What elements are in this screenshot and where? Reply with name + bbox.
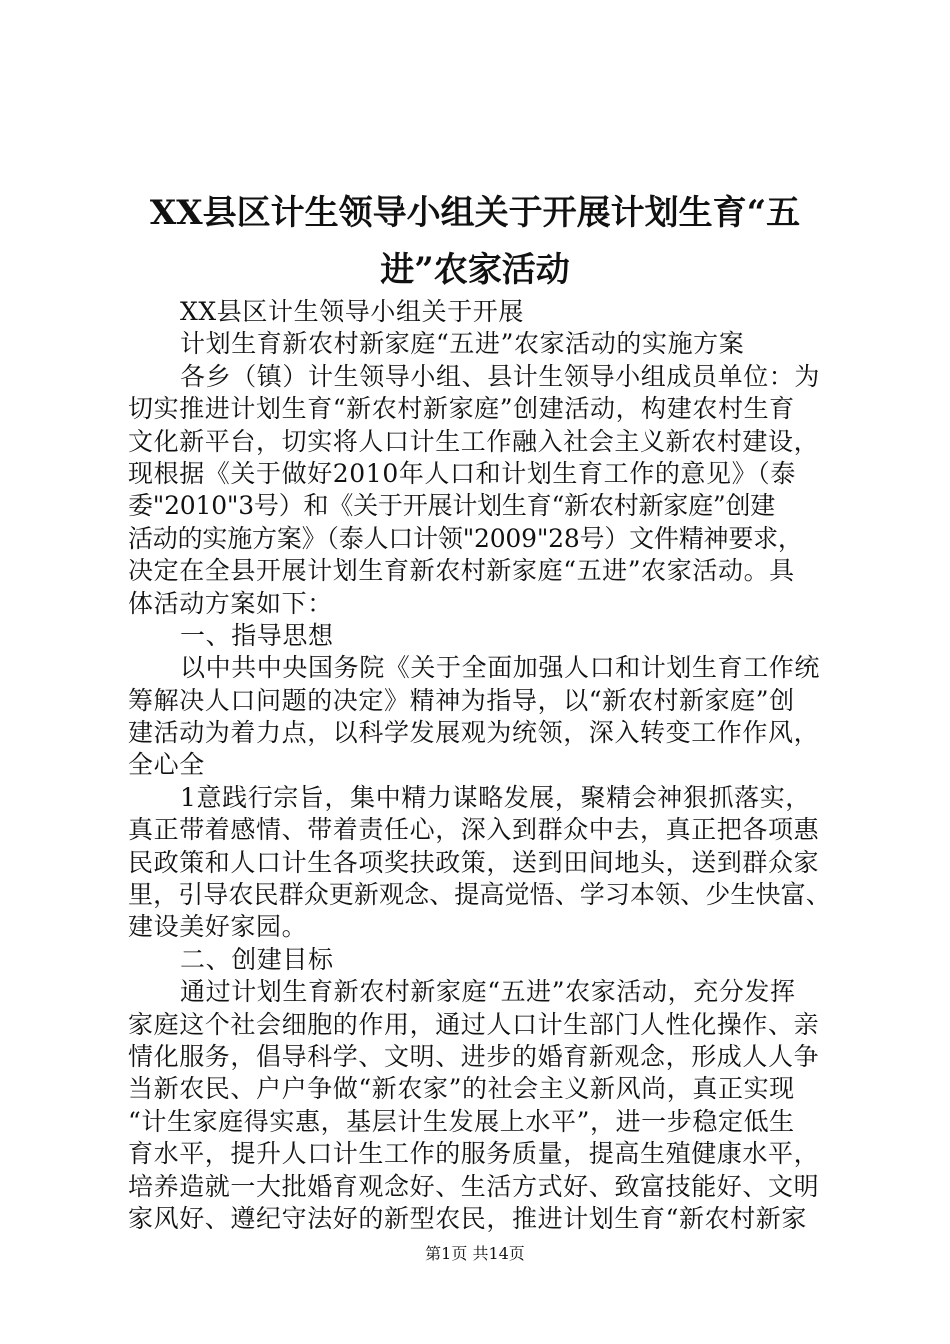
body-text-line: 情化服务，倡导科学、文明、进步的婚育新观念，形成人人争 — [128, 1041, 820, 1071]
body-text-line: 建活动为着力点，以科学发展观为统领，深入转变工作作风， — [128, 718, 820, 748]
body-text-line: 1意践行宗旨，集中精力谋略发展，聚精会神狠抓落实， — [180, 782, 811, 812]
body-text-line: 委"2010"3号）和《关于开展计划生育“新农村新家庭”创建 — [128, 491, 776, 521]
document-title-line-1: XX县区计生领导小组关于开展计划生育“五 — [149, 193, 801, 233]
page-footer: 第1页 共14页 — [425, 1244, 525, 1263]
body-text-line: 文化新平台，切实将人口计生工作融入社会主义新农村建设， — [128, 426, 820, 456]
body-text-line: 家庭这个社会细胞的作用，通过人口计生部门人性化操作、亲 — [128, 1009, 820, 1039]
body-text-line: 二、创建目标 — [180, 944, 334, 974]
body-text-line: 全心全 — [128, 750, 205, 780]
body-text-line: 切实推进计划生育“新农村新家庭”创建活动，构建农村生育 — [128, 394, 795, 424]
body-text-line: 育水平，提升人口计生工作的服务质量，提高生殖健康水平， — [128, 1139, 820, 1169]
body-text-line: “计生家庭得实惠，基层计生发展上水平”，进一步稳定低生 — [128, 1106, 795, 1136]
document-body — [128, 296, 831, 1235]
body-text-line: 活动的实施方案》（泰人口计领"2009"28号）文件精神要求， — [128, 523, 803, 553]
body-text-line: 决定在全县开展计划生育新农村新家庭“五进”农家活动。具 — [128, 556, 795, 586]
body-text-line: 各乡（镇）计生领导小组、县计生领导小组成员单位：为 — [180, 361, 821, 391]
body-text-line: 里，引导农民群众更新观念、提高觉悟、学习本领、少生快富、 — [128, 880, 831, 910]
body-text-line: 以中共中央国务院《关于全面加强人口和计划生育工作统 — [180, 653, 821, 683]
body-text-line: 家风好、遵纪守法好的新型农民，推进计划生育“新农村新家 — [128, 1203, 807, 1233]
body-text-line: 筹解决人口问题的决定》精神为指导，以“新农村新家庭”创 — [128, 685, 795, 715]
body-text-line: 现根据《关于做好2010年人口和计划生育工作的意见》（泰 — [128, 458, 796, 488]
body-text-line: 计划生育新农村新家庭“五进”农家活动的实施方案 — [180, 329, 745, 359]
body-text-line: 民政策和人口计生各项奖扶政策，送到田间地头，送到群众家 — [128, 847, 820, 877]
body-text-line: XX县区计生领导小组关于开展 — [180, 297, 524, 326]
body-text-line: 当新农民、户户争做“新农家”的社会主义新风尚，真正实现 — [128, 1074, 795, 1104]
body-text-line: 体活动方案如下： — [128, 588, 333, 618]
body-text-line: 通过计划生育新农村新家庭“五进”农家活动，充分发挥 — [180, 977, 796, 1007]
body-text-line: 培养造就一大批婚育观念好、生活方式好、致富技能好、文明 — [128, 1171, 820, 1201]
body-text-line: 建设美好家园。 — [128, 912, 308, 942]
body-text-line: 一、指导思想 — [180, 620, 334, 650]
body-text-line: 真正带着感情、带着责任心，深入到群众中去，真正把各项惠 — [128, 815, 820, 845]
document-title-line-2: 进”农家活动 — [380, 250, 570, 290]
